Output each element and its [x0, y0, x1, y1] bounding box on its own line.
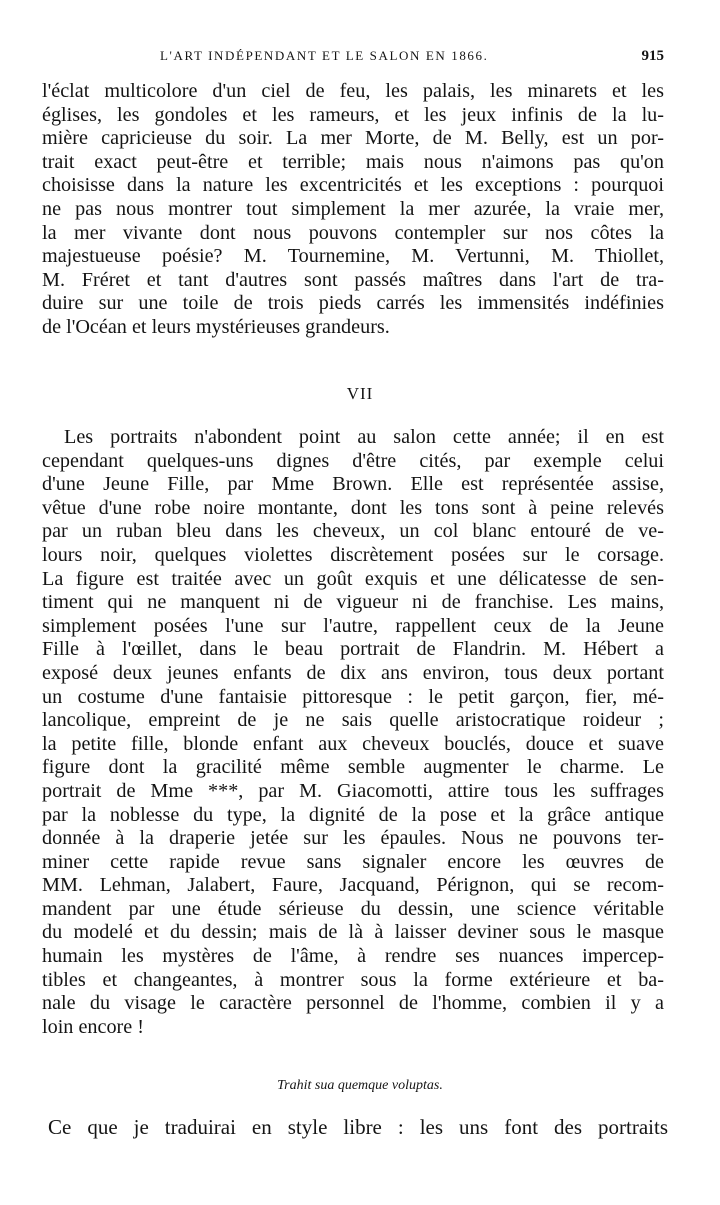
- text-line: MM. Lehman, Jalabert, Faure, Jacquand, Pérignon, qui se recom-: [42, 874, 664, 897]
- text-line: trait exact peut-être et terrible; mais nous n'aimons pas qu'on: [42, 150, 664, 173]
- running-header: [42, 48, 664, 70]
- text-line: Les portraits n'abondent point au salon cette année; il en est: [64, 426, 664, 448]
- text-line: par un ruban bleu dans les cheveux, un col blanc entouré de ve-: [42, 520, 664, 543]
- text-line: donnée à la draperie jetée sur les épaules. Nous ne pouvons ter-: [42, 827, 664, 850]
- text-line: la petite fille, blonde enfant aux cheveux bouclés, douce et suave: [42, 732, 664, 755]
- text-line: Fille à l'œillet, dans le beau portrait de Flandrin. M. Hébert a: [42, 638, 664, 661]
- text-line: Ce que je traduirai en style libre : les uns font des portraits: [48, 1115, 668, 1139]
- text-line: d'une Jeune Fille, par Mme Brown. Elle est représentée assise,: [42, 473, 664, 496]
- text-line: mandent par une étude sérieuse du dessin, une science véritable: [42, 897, 664, 920]
- text-line: nale du visage le caractère personnel de l'homme, combien il y a: [42, 992, 664, 1015]
- text-line: cependant quelques-uns dignes d'être cités, par exemple celui: [42, 449, 664, 472]
- text-line: miner cette rapide revue sans signaler encore les œuvres de: [42, 850, 664, 873]
- section-number: VII: [346, 384, 374, 403]
- text-line: par la noblesse du type, la dignité de la pose et la grâce antique: [42, 803, 664, 826]
- epigraph: Trahit sua quemque voluptas.: [277, 1078, 443, 1093]
- text-line: humain les mystères de l'âme, à rendre ses nuances impercep-: [42, 945, 664, 968]
- text-line: duire sur une toile de trois pieds carrés les immensités indéfinies: [42, 292, 664, 315]
- text-line: ne pas nous montrer tout simplement la mer azurée, la vraie mer,: [42, 197, 664, 220]
- text-line: M. Fréret et tant d'autres sont passés maîtres dans l'art de tra-: [42, 268, 664, 291]
- paragraph-1: [42, 80, 664, 340]
- text-line: mière capricieuse du soir. La mer Morte, de M. Belly, est un por-: [42, 127, 664, 150]
- paragraph-2: [42, 426, 664, 1039]
- text-line: simplement posées l'une sur l'autre, rappellent ceux de la Jeune: [42, 614, 664, 637]
- text-line: lancolique, empreint de je ne sais quelle aristocratique roideur ;: [42, 709, 664, 732]
- text-line: vêtue d'une robe noire montante, dont les tons sont à peine relevés: [42, 496, 664, 519]
- text-line: de l'Océan et leurs mystérieuses grandeurs.: [42, 315, 390, 338]
- text-line: l'éclat multicolore d'un ciel de feu, les palais, les minarets et les: [42, 80, 664, 102]
- text-line: portrait de Mme ***, par M. Giacomotti, attire tous les suffrages: [42, 779, 664, 802]
- text-line: majestueuse poésie? M. Tournemine, M. Vertunni, M. Thiollet,: [42, 245, 664, 268]
- text-line: La figure est traitée avec un goût exquis et une délicatesse de sen-: [42, 567, 664, 590]
- text-line: du modelé et du dessin; mais de là à laisser deviner sous le masque: [42, 921, 664, 944]
- text-line: timent qui ne manquent ni de vigueur ni de franchise. Les mains,: [42, 591, 664, 614]
- text-line: un costume d'une fantaisie pittoresque : le petit garçon, fier, mé-: [42, 685, 664, 708]
- running-title: L'ART INDÉPENDANT ET LE SALON EN 1866.: [160, 48, 489, 63]
- text-line: figure dont la gracilité même semble augmenter le charme. Le: [42, 756, 664, 779]
- paragraph-3: [48, 1116, 668, 1140]
- text-line: choisisse dans la nature les excentricités et les exceptions : pourquoi: [42, 174, 664, 197]
- text-line: loin encore !: [42, 1015, 145, 1038]
- text-line: lours noir, quelques violettes discrètement posées sur le corsage.: [42, 543, 664, 566]
- text-line: la mer vivante dont nous pouvons contempler sur nos côtes la: [42, 221, 664, 244]
- text-line: tibles et changeantes, à montrer sous la forme extérieure et ba-: [42, 968, 664, 991]
- text-line: exposé deux jeunes enfants de dix ans environ, tous deux portant: [42, 661, 664, 684]
- text-line: églises, les gondoles et les rameurs, et les jeux infinis de la lu-: [42, 103, 664, 126]
- page-number: 915: [641, 48, 664, 64]
